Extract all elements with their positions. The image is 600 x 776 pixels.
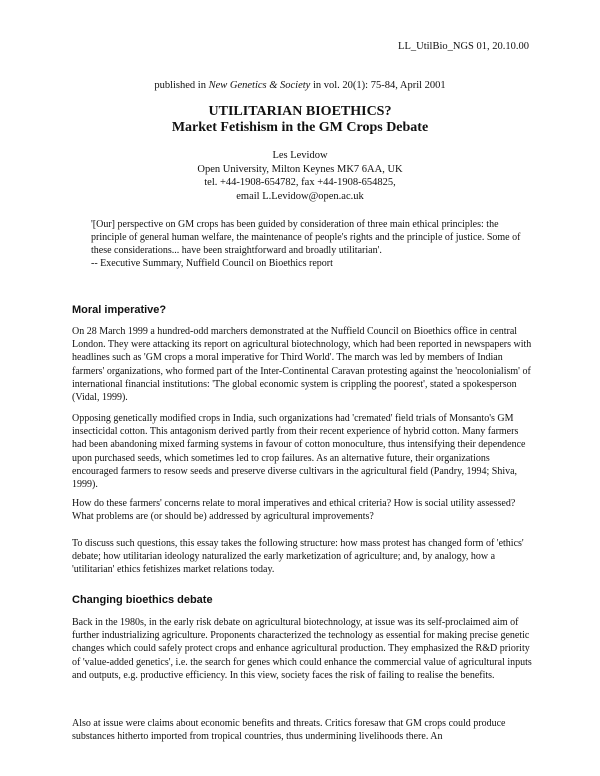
paragraph: How do these farmers' concerns relate to moral imperatives and ethical criteria? How is social utility assessed? What problems are (or should be) addressed by agricultural improvements? [72,498,516,523]
paragraph: Also at issue were claims about economic benefits and threats. Critics foresaw that GM crops could produce substances hitherto imported from tropical countries, thus undermining livelihoods there. An [72,718,506,743]
journal-name: New Genetics & Society [208,80,311,91]
paragraph: Opposing genetically modified crops in India, such organizations had 'cremated' field trials of Monsanto's GM insecticidal cotton. This antagonism derived partly from their recent experience of hybrid cotton. Many farmers had been abandoning mixed farming systems in favour of cotton monoculture, thus intensifying their dependence upon purchased seeds, which sometimes led to crop failures. As an alternative future, their organizations encouraged farmers to resow seeds and preserve diverse cultivars in the agricultural field (Pandry, 1994; Shiva, 1999). [72,413,526,491]
epigraph-text: '[Our] perspective on GM crops has been guided by consideration of three main ethical principles: the principle of general human welfare, the maintenance of people's rights and the principle of justice. Some of these considerations... have been straightforward and broadly utilitarian'. [91,219,521,256]
section-1-para-1 [72,325,532,404]
title-line-1: UTILITARIAN BIOETHICS? [208,104,392,119]
paragraph: On 28 March 1999 a hundred-odd marchers demonstrated at the Nuffield Council on Bioethics office in central London. They were attacking its report on agricultural biotechnology, which had been reported in newspapers with headlines such as 'GM crops a moral imperative for Third World'. The march was led by members of Indian farmers' organizations, who formed part of the Inter-Continental Caravan protesting against the 'neocolonialism' of international financial institutions: 'The global economic system is crippling the poorest', stated a spokesperson (Vidal, 1999). [72,326,532,404]
author-affiliation: Open University, Milton Keynes MK7 6AA, UK [197,163,403,175]
section-heading-moral-imperative: Moral imperative? [72,304,167,316]
epigraph [91,218,531,270]
author-block [0,149,600,203]
section-2-para-1 [72,616,532,682]
section-1-para-4 [72,537,532,577]
section-2-para-2 [72,717,532,743]
publication-suffix: in vol. 20(1): 75-84, April 2001 [310,80,446,91]
paragraph: Back in the 1980s, in the early risk debate on agricultural biotechnology, at issue was its self-proclaimed aim of further industrializing agriculture. Proponents characterized the technology as essential for making precise genetic changes which could safely protect crops and enhance agricultural production. They emphasized the R&D priority of 'value-added genetics', i.e. the search for genes which could enhance the commercial value of agricultural inputs and outputs, e.g. productive efficiency. In this view, society faces the risk of failing to realise the benefits. [72,617,532,681]
title-line-2: Market Fetishism in the GM Crops Debate [171,120,429,135]
paper-title [0,104,600,136]
author-name: Les Levidow [272,150,328,161]
section-1-para-3 [72,497,532,523]
author-phone: tel. +44-1908-654782, fax +44-1908-654825, [204,177,396,188]
publication-prefix: published in [154,80,209,91]
epigraph-source: -- Executive Summary, Nuffield Council on Bioethics report [91,258,333,269]
paragraph: To discuss such questions, this essay takes the following structure: how mass protest has changed form of 'ethics' debate; how utilitarian ideology naturalized the early marketization of agriculture; and, by analogy, how a 'utilitarian' ethics fetishizes market relations today. [72,538,524,576]
section-heading-changing-bioethics: Changing bioethics debate [72,594,213,606]
publication-info [0,80,600,91]
section-1-para-2 [72,412,532,491]
author-email: email L.Levidow@open.ac.uk [236,190,364,202]
document-id: LL_UtilBio_NGS 01, 20.10.00 [398,41,529,52]
